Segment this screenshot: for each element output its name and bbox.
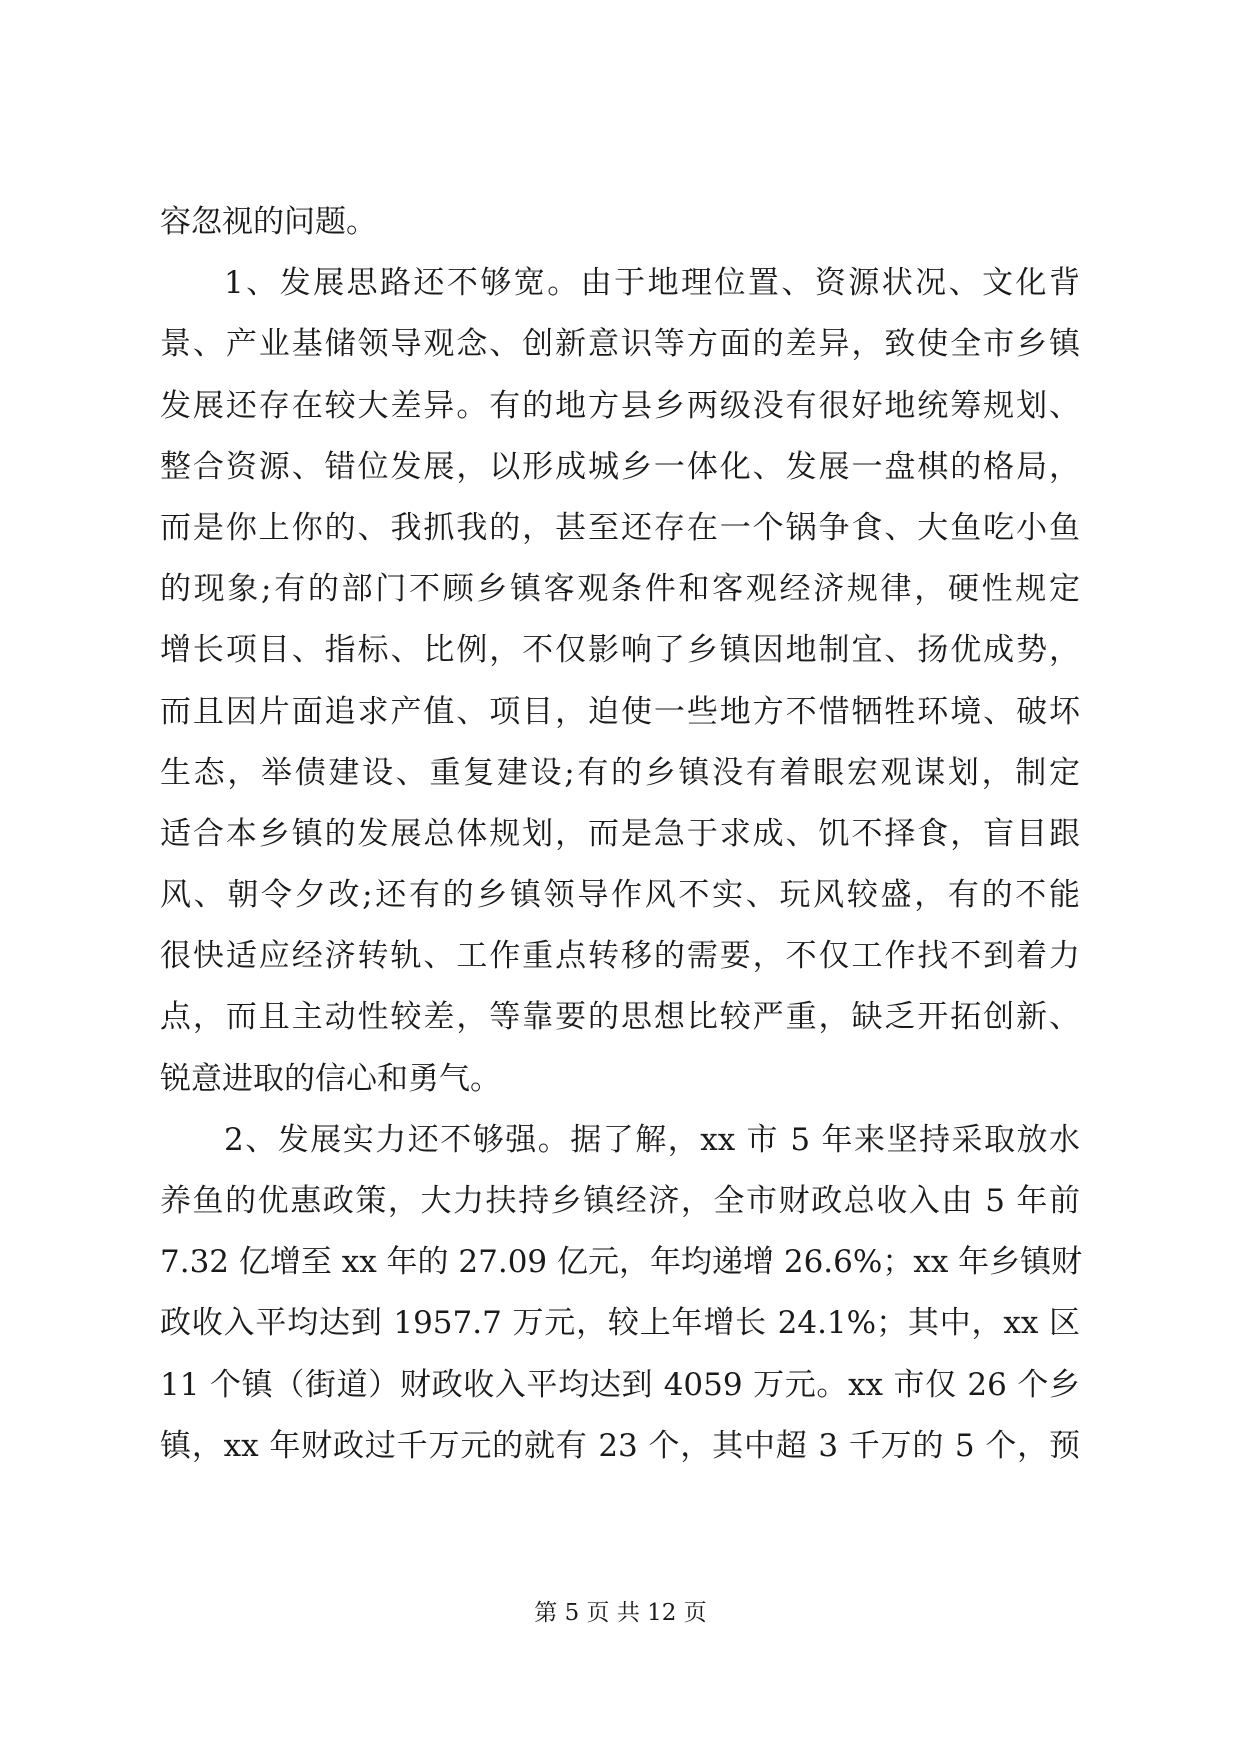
text-line: 风、朝令夕改;还有的乡镇领导作风不实、玩风较盛，有的不能	[160, 877, 1080, 914]
text-line: 7.32 亿增至 xx 年的 27.09 亿元，年均递增 26.6%；xx 年乡镇财	[160, 1244, 1083, 1281]
text-line: 整合资源、错位发展，以形成城乡一体化、发展一盘棋的格局，	[160, 448, 1080, 485]
text-line: 生态，举债建设、重复建设;有的乡镇没有着眼宏观谋划，制定	[160, 754, 1080, 791]
text-line: 而是你上你的、我抓我的，甚至还存在一个锅争食、大鱼吃小鱼	[160, 509, 1080, 546]
page-footer: 第 5 页 共 12 页	[534, 1600, 707, 1626]
text-line: 很快适应经济转轨、工作重点转移的需要，不仅工作找不到着力	[160, 938, 1080, 975]
text-line: 养鱼的优惠政策，大力扶持乡镇经济，全市财政总收入由 5 年前	[160, 1183, 1080, 1219]
text-line: 发展还存在较大差异。有的地方县乡两级没有很好地统筹规划、	[160, 387, 1080, 424]
text-line: 增长项目、指标、比例，不仅影响了乡镇因地制宜、扬优成势，	[160, 632, 1080, 669]
text-line: 镇，xx 年财政过千万元的就有 23 个，其中超 3 千万的 5 个，预	[160, 1427, 1080, 1464]
text-line: 的现象;有的部门不顾乡镇客观条件和客观经济规律，硬性规定	[160, 571, 1080, 608]
text-line: 政收入平均达到 1957.7 万元，较上年增长 24.1%；其中，xx 区	[160, 1305, 1080, 1342]
text-line: 2、发展实力还不够强。据了解，xx 市 5 年来坚持采取放水	[224, 1121, 1080, 1158]
text-line: 11 个镇（街道）财政收入平均达到 4059 万元。xx 市仅 26 个乡	[160, 1366, 1080, 1403]
text-line: 锐意进取的信心和勇气。	[160, 1060, 501, 1097]
text-line: 1、发展思路还不够宽。由于地理位置、资源状况、文化背	[224, 265, 1080, 302]
text-line: 容忽视的问题。	[160, 204, 377, 240]
text-line: 景、产业基储领导观念、创新意识等方面的差异，致使全市乡镇	[160, 326, 1080, 363]
text-line: 点，而且主动性较差，等靠要的思想比较严重，缺乏开拓创新、	[160, 999, 1080, 1036]
text-line: 而且因片面追求产值、项目，迫使一些地方不惜牺牲环境、破坏	[160, 693, 1080, 730]
text-line: 适合本乡镇的发展总体规划，而是急于求成、饥不择食，盲目跟	[160, 815, 1080, 852]
body-text	[160, 192, 1083, 1477]
